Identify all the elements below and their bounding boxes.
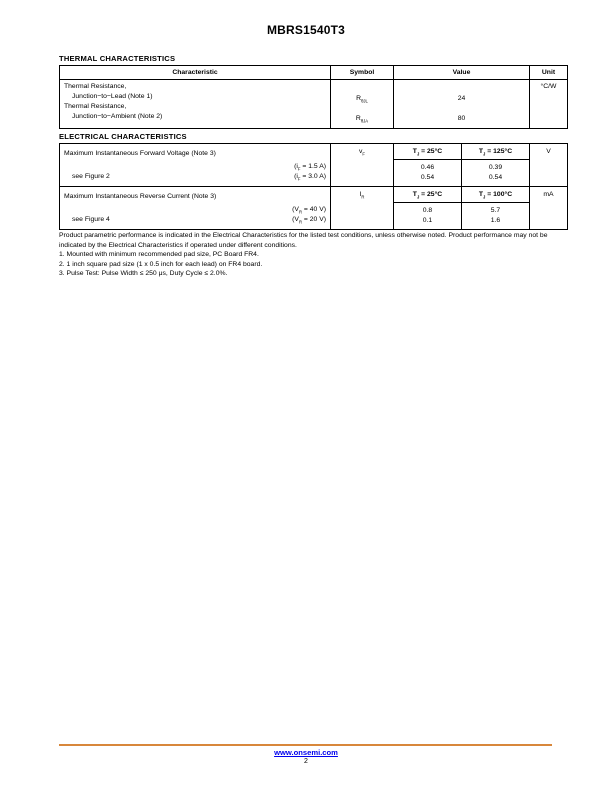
page-title: MBRS1540T3 <box>266 23 346 37</box>
thermal-characteristic-cell <box>60 80 331 128</box>
value: 0.8 <box>422 207 433 214</box>
value: 0.46 <box>420 164 435 171</box>
forward-voltage-figure-ref: see Figure 2 <box>72 173 110 180</box>
reverse-current-temp-header-100c: $T_J = 100^\circ C$ <box>462 187 530 203</box>
value: 0.1 <box>422 217 433 224</box>
reverse-current-temp-header-25c: $T_J = 25^\circ C$ <box>394 187 462 203</box>
footnotes <box>59 231 568 279</box>
value: 5.7 <box>490 207 501 214</box>
thermal-unit-cell <box>530 80 567 128</box>
forward-voltage-unit: V <box>546 148 551 155</box>
thermal-row2-value: 80 <box>457 115 466 122</box>
forward-voltage-label: Maximum Instantaneous Forward Voltage (Note 3) <box>64 150 216 157</box>
reverse-current-values-100c <box>462 203 530 229</box>
thermal-row1-symbol: $R_{\theta JL}$ <box>356 95 368 104</box>
footnote-1: 1. Mounted with minimum recommended pad size, PC Board FR4. <box>59 251 259 259</box>
reverse-current-condition-1: ($V_R = 40$ V) <box>292 206 326 215</box>
forward-voltage-values-125c <box>462 160 530 186</box>
thermal-row1-sublabel: Junction−to−Lead (Note 1) <box>72 93 153 100</box>
thermal-section-title: THERMAL CHARACTERISTICS <box>59 54 176 63</box>
value: 1.6 <box>490 217 501 224</box>
forward-voltage-temp-header-25c: $T_J = 25^\circ C$ <box>394 144 462 160</box>
reverse-current-values-25c <box>394 203 462 229</box>
reverse-current-symbol: $I_R$ <box>359 191 365 200</box>
forward-voltage-unit-cell <box>530 144 567 186</box>
reverse-current-label: Maximum Instantaneous Reverse Current (Note 3) <box>64 193 217 200</box>
thermal-unit: °C/W <box>540 83 557 90</box>
footer-divider <box>59 744 552 746</box>
thermal-header-characteristic: Characteristic <box>60 66 331 80</box>
page-number: 2 <box>304 758 308 765</box>
footnote-2: 2. 1 inch square pad size (1 x 0.5 inch for each lead) on FR4 board. <box>59 260 263 268</box>
footnote-3: 3. Pulse Test: Pulse Width ≤ 250 μs, Duty Cycle ≤ 2.0%. <box>59 270 228 278</box>
thermal-header-value: Value <box>394 66 530 80</box>
footer <box>0 748 612 757</box>
forward-voltage-condition-2: ($i_F = 3.0$ A) <box>294 173 326 182</box>
value: 0.54 <box>420 174 435 181</box>
forward-voltage-temp-header-125c: $T_J = 125^\circ C$ <box>462 144 530 160</box>
thermal-row2-label: Thermal Resistance, <box>64 103 127 110</box>
reverse-current-figure-ref: see Figure 4 <box>72 216 110 223</box>
reverse-current-symbol-cell <box>331 187 394 229</box>
electrical-characteristics-table <box>59 143 568 230</box>
table-row <box>60 187 567 229</box>
reverse-current-condition-2: ($V_R = 20$ V) <box>292 216 326 225</box>
reverse-current-unit-cell <box>530 187 567 229</box>
thermal-row1-label: Thermal Resistance, <box>64 83 127 90</box>
thermal-header-unit: Unit <box>530 66 567 80</box>
thermal-row1-value: 24 <box>457 95 466 102</box>
table-row <box>60 144 567 187</box>
thermal-value-cell <box>394 80 530 128</box>
reverse-current-unit: mA <box>543 191 554 198</box>
onsemi-website-link[interactable]: www.onsemi.com <box>274 748 338 757</box>
thermal-symbol-cell <box>331 80 394 128</box>
footnote-preamble: Product parametric performance is indicated in the Electrical Characteristics for the listed test conditions, unless otherwise noted. Product performance may not be indicated by the Electrical Characteristics if operated under different conditions. <box>59 232 548 249</box>
value: 0.54 <box>488 174 503 181</box>
thermal-characteristics-table <box>59 65 568 129</box>
forward-voltage-condition-1: ($i_F = 1.5$ A) <box>294 163 326 172</box>
thermal-row2-sublabel: Junction−to−Ambient (Note 2) <box>72 113 163 120</box>
reverse-current-characteristic-cell <box>60 187 331 229</box>
electrical-section-title: ELECTRICAL CHARACTERISTICS <box>59 132 187 141</box>
forward-voltage-values-25c <box>394 160 462 186</box>
thermal-row2-symbol: $R_{\theta JA}$ <box>355 115 369 124</box>
thermal-header-symbol: Symbol <box>331 66 394 80</box>
forward-voltage-characteristic-cell <box>60 144 331 186</box>
forward-voltage-symbol-cell <box>331 144 394 186</box>
value: 0.39 <box>488 164 503 171</box>
forward-voltage-symbol: $v_F$ <box>359 148 365 157</box>
